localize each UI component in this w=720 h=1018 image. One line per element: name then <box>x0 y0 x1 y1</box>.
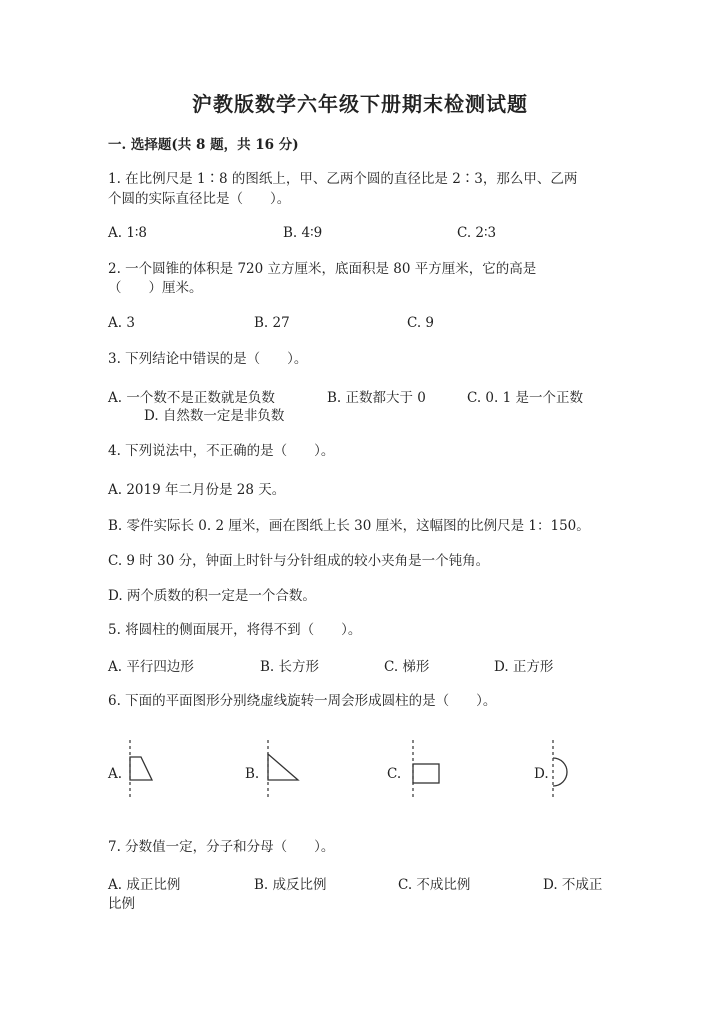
question-6-stem: 6. 下面的平面图形分别绕虚线旋转一周会形成圆柱的是（ ）。 <box>108 693 497 709</box>
question-7-option-b: B. 成反比例 <box>254 877 327 893</box>
question-2-stem-line-1: 2. 一个圆锥的体积是 720 立方厘米，底面积是 80 平方厘米，它的高是 <box>108 261 537 277</box>
question-2-option-c: C. 9 <box>407 315 435 331</box>
question-1-option-a: A. 1∶8 <box>108 225 148 241</box>
question-5-stem: 5. 将圆柱的侧面展开，将得不到（ ）。 <box>108 622 362 638</box>
question-5-option-c: C. 梯形 <box>384 659 430 675</box>
question-7-stem: 7. 分数值一定，分子和分母（ ）。 <box>108 839 335 855</box>
question-6-option-b-label: B. <box>245 766 260 782</box>
question-6-option-d-label: D. <box>534 766 549 782</box>
question-7-option-c: C. 不成比例 <box>398 877 471 893</box>
question-2-stem-line-2: （ ）厘米。 <box>108 280 203 296</box>
question-6-option-a-label: A. <box>108 766 123 782</box>
question-2-option-b: B. 27 <box>254 315 290 331</box>
page-title: 沪教版数学六年级下册期末检测试题 <box>192 92 528 116</box>
question-3-option-c: C. 0. 1 是一个正数 <box>467 390 583 406</box>
question-3-option-a: A. 一个数不是正数就是负数 <box>108 390 275 406</box>
question-1-stem-line-2: 个圆的实际直径比是（ ）。 <box>108 191 291 207</box>
rectangle-shape-icon <box>404 740 444 802</box>
trapezoid-shape-icon <box>124 740 164 802</box>
question-5-option-d: D. 正方形 <box>494 659 554 675</box>
question-7-option-d-wrap: 比例 <box>108 896 135 912</box>
question-1-option-c: C. 2∶3 <box>457 225 497 241</box>
question-7-option-d: D. 不成正 <box>543 877 603 893</box>
question-7-option-a: A. 成正比例 <box>108 877 181 893</box>
question-4-option-c: C. 9 时 30 分，钟面上时针与分针组成的较小夹角是一个钝角。 <box>108 553 490 569</box>
question-2-option-a: A. 3 <box>108 315 135 331</box>
question-4-option-b: B. 零件实际长 0. 2 厘米，画在图纸上长 30 厘米，这幅图的比例尺是 1：150。 <box>108 518 590 534</box>
question-5-option-a: A. 平行四边形 <box>108 659 194 675</box>
question-4-option-a: A. 2019 年二月份是 28 天。 <box>108 482 286 498</box>
question-3-option-b: B. 正数都大于 0 <box>327 390 426 406</box>
question-5-option-b: B. 长方形 <box>260 659 320 675</box>
question-4-option-d: D. 两个质数的积一定是一个合数。 <box>108 588 316 604</box>
question-4-stem: 4. 下列说法中，不正确的是（ ）。 <box>108 443 335 459</box>
semicircle-shape-icon <box>546 740 576 802</box>
question-6-option-c-label: C. <box>387 766 402 782</box>
question-1-option-b: B. 4∶9 <box>283 225 323 241</box>
question-3-stem: 3. 下列结论中错误的是（ ）。 <box>108 351 308 367</box>
question-3-option-d: D. 自然数一定是非负数 <box>144 408 285 424</box>
section-heading: 一. 选择题(共 8 题，共 16 分) <box>108 137 299 153</box>
question-1-stem-line-1: 1. 在比例尺是 1∶8 的图纸上，甲、乙两个圆的直径比是 2∶3，那么甲、乙两 <box>108 171 578 187</box>
triangle-shape-icon <box>262 740 308 802</box>
